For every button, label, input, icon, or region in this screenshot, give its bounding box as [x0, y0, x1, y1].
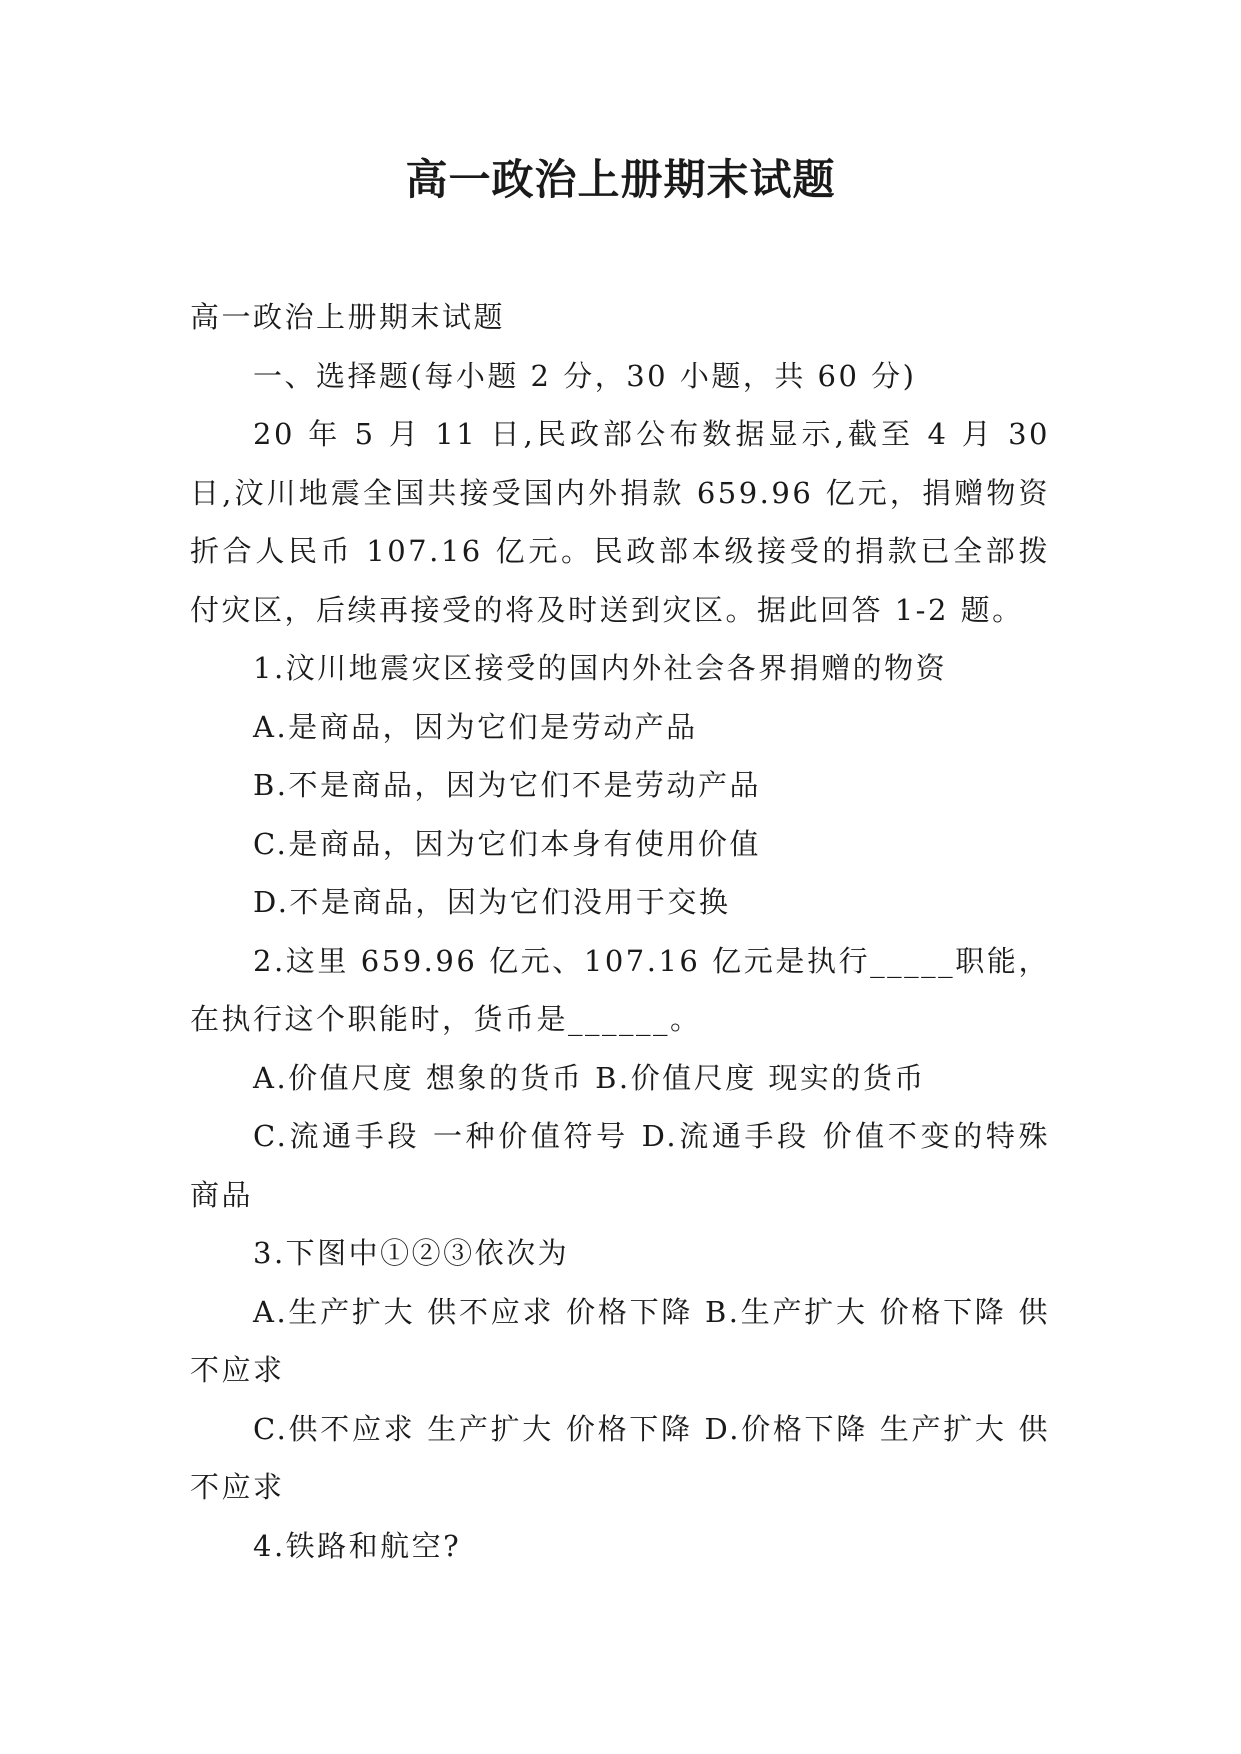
question-4: 4.铁路和航空? — [253, 1528, 462, 1563]
question-2-options-cd: C.流通手段 一种价值符号 D.流通手段 价值不变的特殊商品 — [190, 1119, 1050, 1212]
document-body — [190, 288, 1050, 1575]
question-1-option-d: D.不是商品，因为它们没用于交换 — [253, 885, 731, 919]
question-3-options-cd: C.供不应求 生产扩大 价格下降 D.价格下降 生产扩大 供不应求 — [190, 1411, 1050, 1504]
question-1-option-b: B.不是商品，因为它们不是劳动产品 — [253, 768, 762, 802]
body-heading: 高一政治上册期末试题 — [190, 300, 506, 334]
question-3: 3.下图中①②③依次为 — [253, 1236, 570, 1270]
question-1: 1.汶川地震灾区接受的国内外社会各界捐赠的物资 — [253, 651, 948, 685]
context-paragraph: 20 年 5 月 11 日,民政部公布数据显示,截至 4 月 30 日,汶川地震全国共接受国内外捐款 659.96 亿元，捐赠物资折合人民币 107.16 亿元。民政部本级接受的捐款已全部拨付灾区，后续再接受的将及时送到灾区。据此回答 1-2 题。 — [190, 417, 1050, 627]
question-2: 2.这里 659.96 亿元、107.16 亿元是执行_____职能，在执行这个职能时，货币是______。 — [190, 943, 1050, 1036]
question-1-option-c: C.是商品，因为它们本身有使用价值 — [253, 826, 761, 861]
section-heading: 一、选择题(每小题 2 分，30 小题，共 60 分) — [253, 358, 917, 393]
question-3-options-ab: A.生产扩大 供不应求 价格下降 B.生产扩大 价格下降 供不应求 — [190, 1294, 1050, 1387]
question-2-options-ab: A.价值尺度 想象的货币 B.价值尺度 现实的货币 — [253, 1060, 926, 1095]
question-1-option-a: A.是商品，因为它们是劳动产品 — [253, 709, 698, 744]
document-title: 高一政治上册期末试题 — [405, 155, 836, 204]
